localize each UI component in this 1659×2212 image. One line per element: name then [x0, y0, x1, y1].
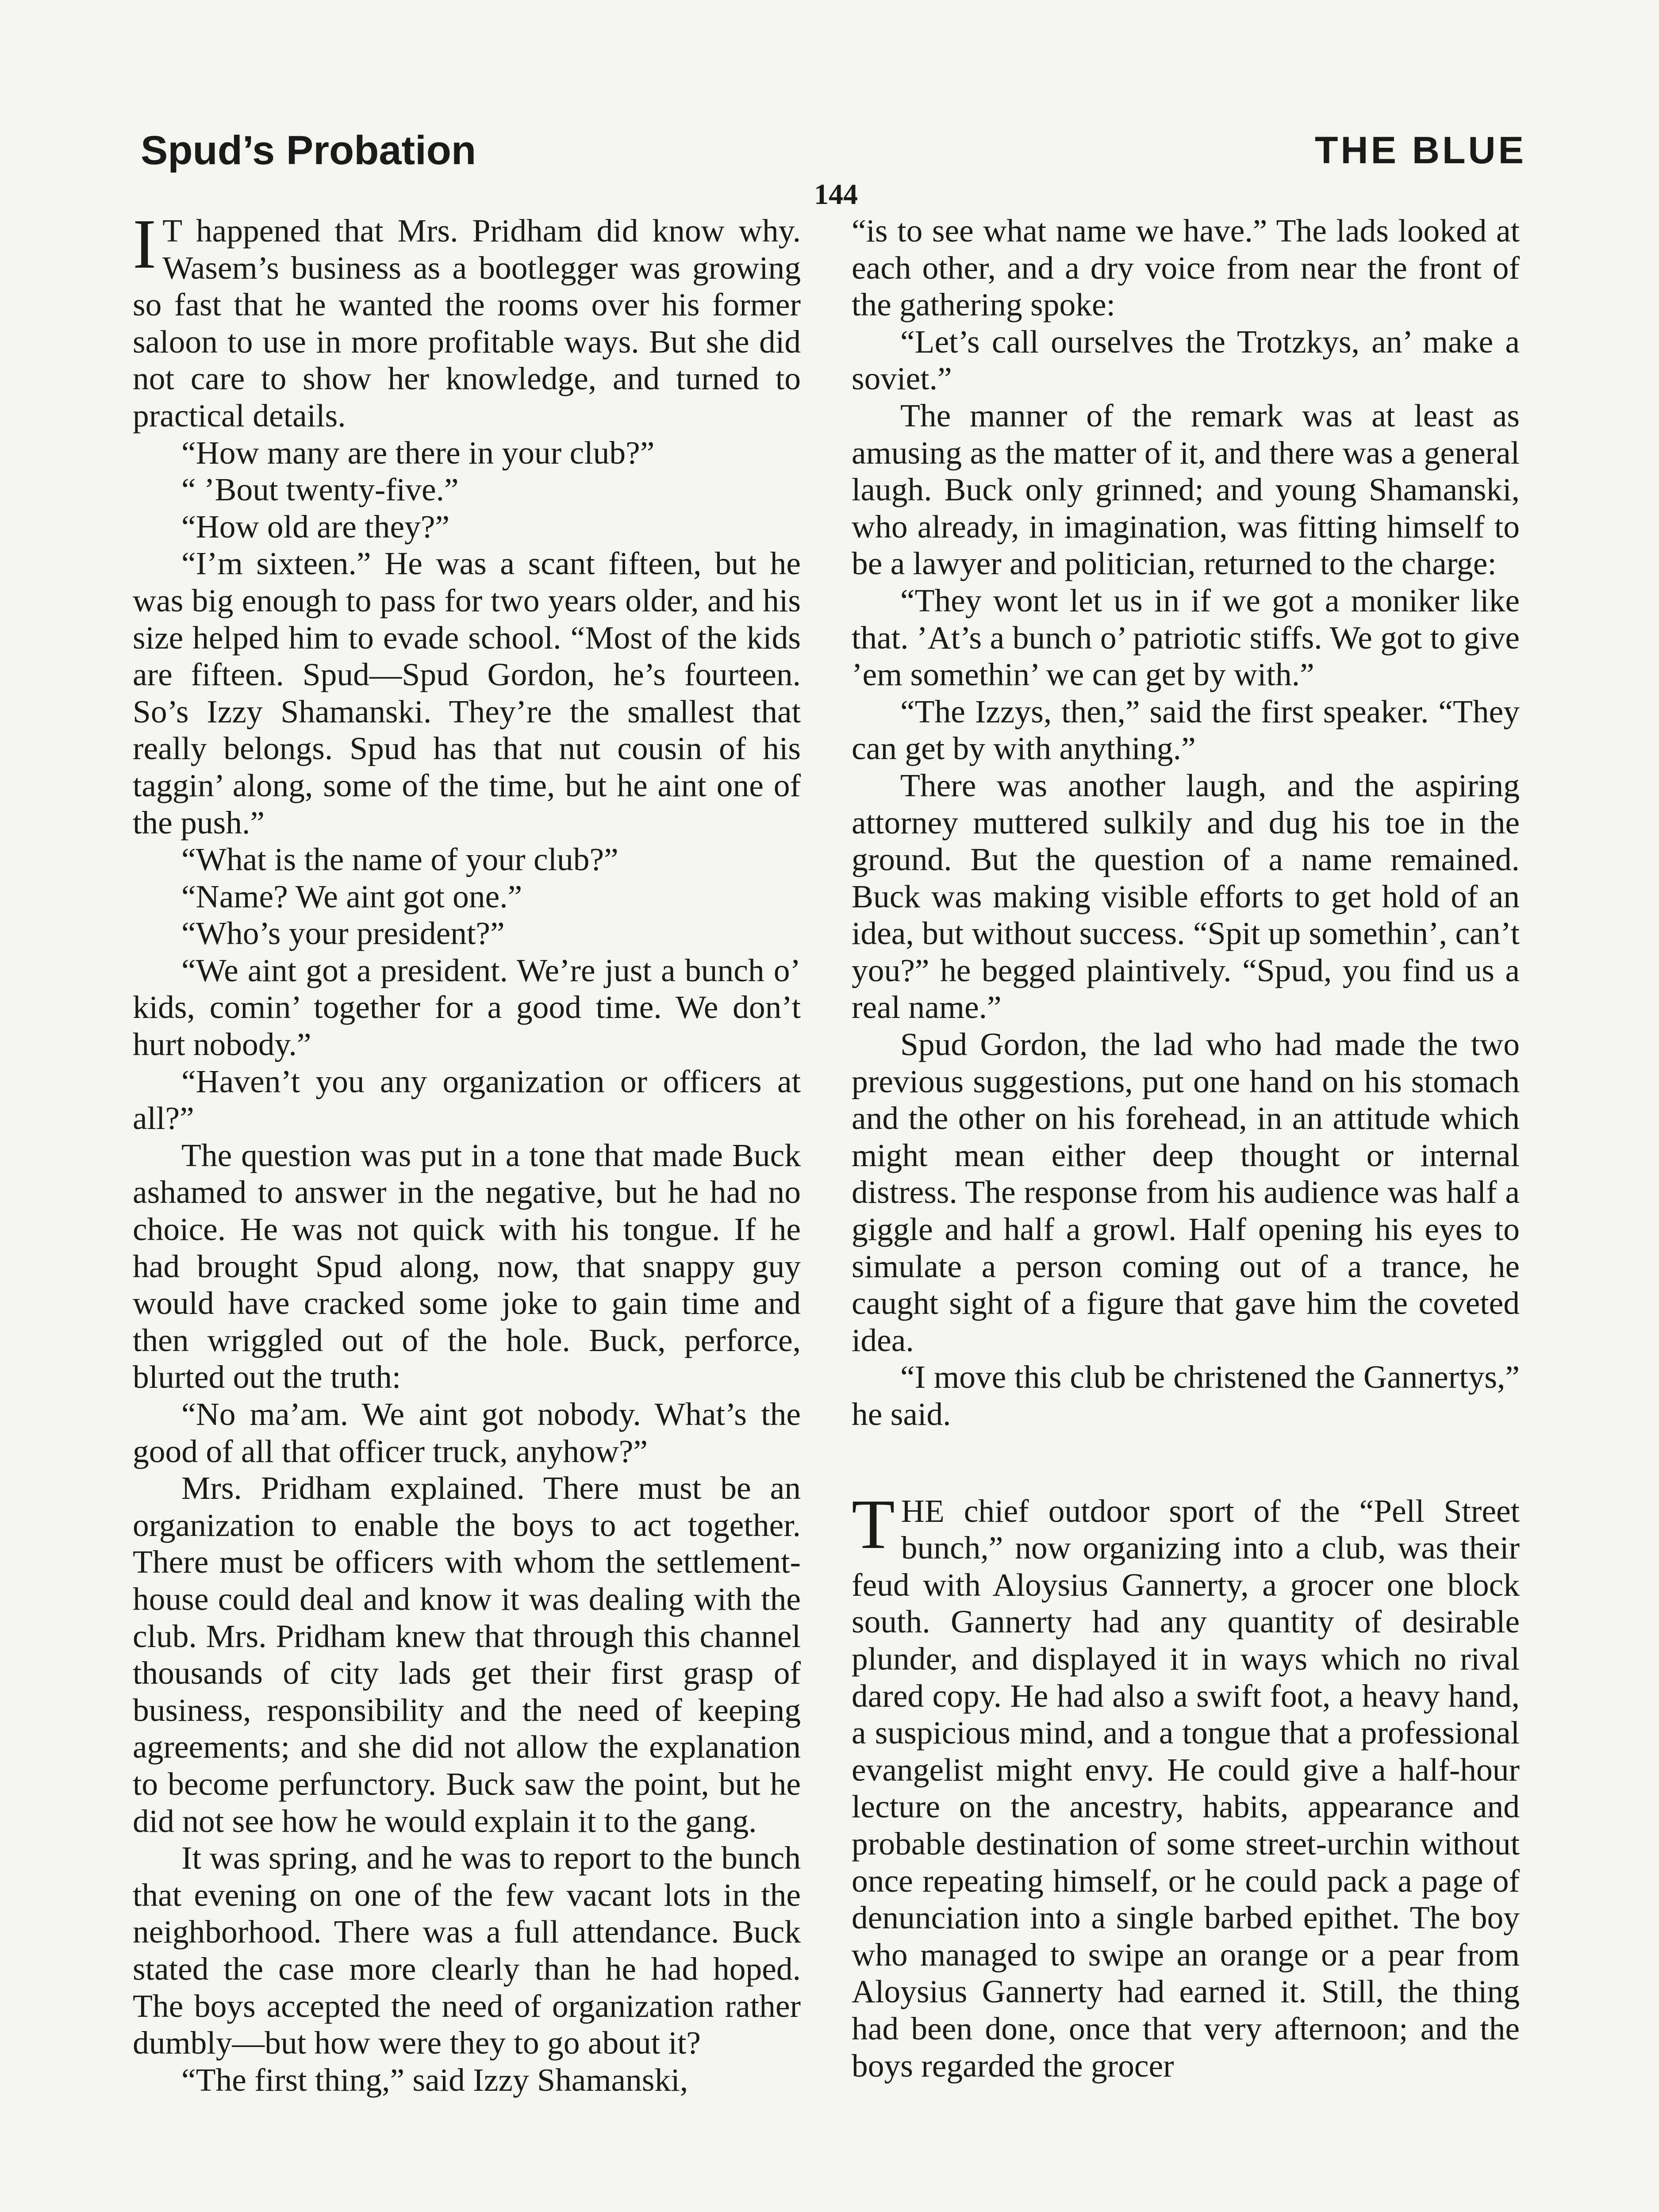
paragraph: The question was put in a tone that made Buck ashamed to answer in the negative, but he had no choice. He was not quick with his tongue. If he had brought Spud along, now, that snappy guy would have cracked some joke to gain time and then wriggled out of the hole. Buck, perforce, blurted out the truth:: [133, 1137, 801, 1395]
paragraph: “I’m sixteen.” He was a scant fifteen, but he was big enough to pass for two years older, and his size helped him to evade school. “Most of the kids are fifteen. Spud—Spud Gordon, he’s fourteen. So’s Izzy Shamanski. They’re the smallest that really belongs. Spud has that nut cousin of his taggin’ along, some of the time, but he aint one of the push.”: [133, 545, 801, 841]
paragraph: “They wont let us in if we got a moniker like that. ’At’s a bunch o’ patriotic stiffs. We got to give ’em somethin’ we can get by with.”: [852, 582, 1520, 693]
paragraph: “No ma’am. We aint got nobody. What’s the good of all that officer truck, anyhow?”: [133, 1396, 801, 1469]
paragraph: “How many are there in your club?”: [181, 434, 655, 471]
paragraph: “Who’s your president?”: [181, 915, 505, 952]
page-number: 144: [814, 178, 858, 211]
paragraph: “I move this club be christened the Gannertys,” he said.: [852, 1359, 1520, 1432]
running-head-title: Spud’s Probation: [141, 128, 476, 173]
paragraph: “We aint got a president. We’re just a bunch o’ kids, comin’ together for a good time. We don’t hurt nobody.”: [133, 952, 801, 1063]
paragraph: “ ’Bout twenty-five.”: [181, 472, 459, 508]
running-head-magazine: THE BLUE: [1315, 129, 1526, 172]
paragraph: “The Izzys, then,” said the first speaker. “They can get by with anything.”: [852, 693, 1520, 767]
paragraph: “is to see what name we have.” The lads looked at each other, and a dry voice from near the front of the gathering spoke:: [852, 213, 1520, 323]
paragraph: “How old are they?”: [181, 508, 450, 545]
paragraph: “Let’s call ourselves the Trotzkys, an’ make a soviet.”: [852, 323, 1520, 397]
left-column: [133, 204, 801, 2098]
paragraph: It was spring, and he was to report to the bunch that evening on one of the few vacant lots in the neighborhood. There was a full attendance. Buck stated the case more clearly than he had hoped. The boys accepted the need of organization rather dumbly—but how were they to go about it?: [133, 1840, 801, 2061]
right-column: [852, 212, 1520, 2084]
drop-cap: I: [133, 204, 157, 283]
paragraph: The manner of the remark was at least as amusing as the matter of it, and there was a general laugh. Buck only grinned; and young Shamanski, who already, in imagination, was fitting himself to be a lawyer and politician, returned to the charge:: [852, 397, 1520, 582]
paragraph: I T happened that Mrs. Pridham did know why. Wasem’s business as a bootlegger was growing so fast that he wanted the rooms over his former saloon to use in more profitable ways. But she did not care to show her knowledge, and turned to practical details.: [133, 204, 801, 434]
paragraph: “The first thing,” said Izzy Shamanski,: [181, 2062, 688, 2098]
paragraph: “Name? We aint got one.”: [181, 878, 522, 914]
paragraph: THE chief outdoor sport of the “Pell Street bunch,” now organizing into a club, was their feud with Aloysius Gannerty, a grocer one block south. Gannerty had any quantity of desirable plunder, and displayed it in ways which no rival dared copy. He had also a swift foot, a heavy hand, a suspicious mind, and a tongue that a professional evangelist might envy. He could give a half-hour lecture on the ancestry, habits, appearance and probable destination of some street-urchin without once repeating himself, or he could pack a page of denunciation into a single barbed epithet. The boy who managed to swipe an orange or a pear from Aloysius Gannerty had earned it. Still, the thing had been done, once that very afternoon; and the boys regarded the grocer: [852, 1484, 1520, 2084]
paragraph: Mrs. Pridham explained. There must be an organization to enable the boys to act together. There must be officers with whom the settlement-house could deal and know it was dealing with the club. Mrs. Pridham knew that through this channel thousands of city lads get their first grasp of business, responsibility and the need of keeping agreements; and she did not allow the explanation to become perfunctory. Buck saw the point, but he did not see how he would explain it to the gang.: [133, 1470, 801, 1839]
paragraph: “Haven’t you any organization or officers at all?”: [133, 1063, 801, 1137]
drop-cap: T: [852, 1484, 895, 1563]
paragraph: “What is the name of your club?”: [181, 841, 618, 878]
paragraph: Spud Gordon, the lad who had made the two previous suggestions, put one hand on his stomach and the other on his forehead, in an attitude which might mean either deep thought or internal distress. The response from his audience was half a giggle and half a growl. Half opening his eyes to simulate a person coming out of a trance, he caught sight of a figure that gave him the coveted idea.: [852, 1026, 1520, 1358]
paragraph: There was another laugh, and the aspiring attorney muttered sulkily and dug his toe in the ground. But the question of a name remained. Buck was making visible efforts to get hold of an idea, but without success. “Spit up somethin’, can’t you?” he begged plaintively. “Spud, you find us a real name.”: [852, 767, 1520, 1025]
